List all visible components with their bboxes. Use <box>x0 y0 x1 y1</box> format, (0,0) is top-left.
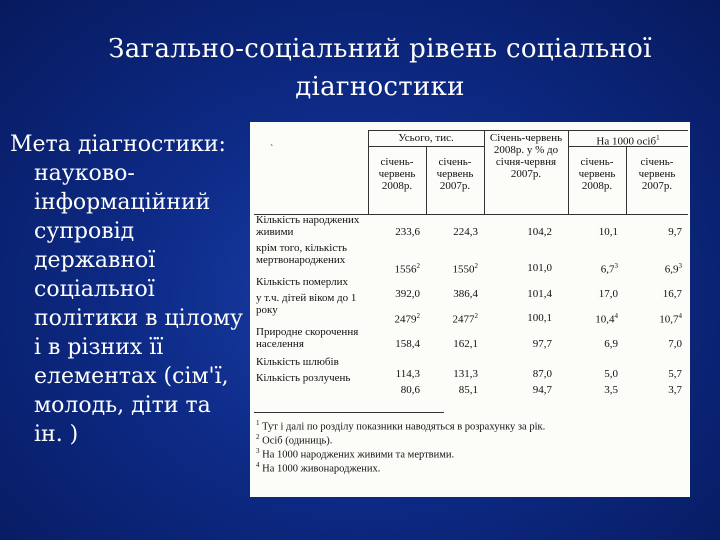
table-row-label: Кількість шлюбів <box>256 356 339 368</box>
table-cell-value: 6,9 <box>664 263 679 276</box>
header-col-2008: січень-червень 2008р. <box>378 156 416 192</box>
table-row-label: Природне скорочення населення <box>256 326 359 350</box>
table-cell-sup: 2 <box>474 312 478 320</box>
table-cell <box>376 368 420 380</box>
table-cell <box>574 384 618 396</box>
table-cell-value: 100,1 <box>527 312 552 324</box>
table-cell <box>376 226 420 238</box>
header-col-2007: січень-червень 2007р. <box>436 156 474 192</box>
table-row-label: у т.ч. дітей віком до 1 року <box>256 292 357 316</box>
table-cell-value: 2477 <box>452 313 475 326</box>
statistics-table-image <box>250 122 690 497</box>
table-cell-value: 224,3 <box>453 226 478 238</box>
table-cell-value: 97,7 <box>532 338 552 350</box>
table-cell-sup: 4 <box>678 312 682 320</box>
table-cell <box>434 288 478 300</box>
table-cell <box>638 368 682 380</box>
table-footnote <box>256 446 454 461</box>
table-cell-sup: 4 <box>614 312 618 320</box>
footnote-mark: 3 <box>256 447 260 455</box>
table-cell-sup: 2 <box>416 262 420 270</box>
goal-heading: Мета діагностики: <box>10 132 226 157</box>
table-cell <box>638 262 682 276</box>
table-cell-value: 2479 <box>394 313 417 326</box>
table-footnote <box>256 418 545 433</box>
table-cell-value: 94,7 <box>532 384 552 396</box>
table-cell-value: 5,0 <box>604 368 618 380</box>
table-cell-value: 233,6 <box>395 226 420 238</box>
table-cell <box>376 288 420 300</box>
table-tick-mark: ` <box>270 144 274 155</box>
table-cell <box>376 312 420 326</box>
table-row-label: крім того, кількість мертвонароджених <box>256 242 348 266</box>
table-cell-value: 131,3 <box>453 368 478 380</box>
header-per-1000 <box>568 132 688 148</box>
table-cell <box>574 312 618 326</box>
table-cell <box>508 226 552 238</box>
table-cell <box>508 338 552 350</box>
table-cell <box>434 312 478 326</box>
table-cell-value: 114,3 <box>395 368 420 380</box>
table-cell-value: 101,4 <box>527 288 552 300</box>
table-cell <box>574 288 618 300</box>
table-cell <box>508 368 552 380</box>
header-total: Усього, тис. <box>398 132 454 144</box>
table-cell-value: 3,7 <box>668 384 682 396</box>
table-cell <box>508 288 552 300</box>
table-cell <box>434 262 478 276</box>
table-cell-value: 1556 <box>394 263 417 276</box>
table-cell-value: 3,5 <box>604 384 618 396</box>
table-cell-value: 104,2 <box>527 226 552 238</box>
table-top-rule <box>368 130 688 131</box>
table-cell <box>434 226 478 238</box>
footnote-text: Тут і далі по розділу показники наводяться в розрахунку за рік. <box>259 421 546 433</box>
goal-description: науково-інформаційний супровід державної соціальної політики в цілому і в різних її елементах (сім'ї, молодь, діти та ін. ) <box>34 161 243 447</box>
table-cell <box>508 384 552 396</box>
table-footnote <box>256 460 380 475</box>
table-footnote <box>256 432 332 447</box>
table-cell-sup: 2 <box>474 262 478 270</box>
table-row-label: Кількість народжених живими <box>256 214 360 238</box>
footnote-rule <box>254 412 444 413</box>
header-per-1000-sup: 1 <box>656 134 660 142</box>
table-cell-value: 386,4 <box>453 288 478 300</box>
table-cell <box>376 338 420 350</box>
table-cell <box>574 262 618 276</box>
header-percent: Січень-червень 2008р. у % до січня-червня 2007р. <box>489 132 563 180</box>
table-col-divider <box>484 130 485 214</box>
table-cell-value: 101,0 <box>527 262 552 274</box>
table-col-divider <box>426 146 427 214</box>
table-cell-sup: 2 <box>416 312 420 320</box>
table-cell <box>638 338 682 350</box>
table-cell-value: 85,1 <box>458 384 478 396</box>
table-cell <box>638 226 682 238</box>
footnote-text: Осіб (одиниць). <box>259 435 333 447</box>
table-cell <box>574 338 618 350</box>
goal-text-block <box>10 130 246 449</box>
table-cell <box>434 384 478 396</box>
table-row-label: Кількість померлих <box>256 276 349 288</box>
footnote-mark: 2 <box>256 433 260 441</box>
header-per-1000-text: На 1000 осіб <box>596 135 657 148</box>
table-cell-value: 80,6 <box>400 384 420 396</box>
table-cell-value: 10,1 <box>598 226 618 238</box>
table-cell-value: 6,9 <box>604 338 618 350</box>
table-cell-value: 6,7 <box>600 263 615 276</box>
table-cell-value: 392,0 <box>395 288 420 300</box>
table-cell-sup: 3 <box>678 262 682 270</box>
table-cell-value: 10,7 <box>659 313 679 326</box>
footnote-mark: 1 <box>256 419 260 427</box>
table-cell-value: 17,0 <box>598 288 618 300</box>
header-col-2007-per1000: січень-червень 2007р. <box>638 156 676 192</box>
table-row-label: Кількість розлучень <box>256 372 351 384</box>
table-cell-value: 16,7 <box>662 288 682 300</box>
footnote-text: На 1000 живонароджених. <box>259 463 381 475</box>
table-cell-value: 162,1 <box>453 338 478 350</box>
table-cell <box>638 384 682 396</box>
table-cell-value: 158,4 <box>395 338 420 350</box>
table-cell-value: 9,7 <box>668 226 682 238</box>
table-cell <box>434 368 478 380</box>
table-cell-value: 5,7 <box>668 368 682 380</box>
table-cell <box>376 262 420 276</box>
header-col-2008-per1000: січень-червень 2008р. <box>578 156 616 192</box>
table-cell <box>574 226 618 238</box>
table-cell-value: 1550 <box>452 263 475 276</box>
footnote-mark: 4 <box>256 461 260 469</box>
footnote-text: На 1000 народжених живими та мертвими. <box>259 449 455 461</box>
table-cell-sup: 3 <box>614 262 618 270</box>
table-cell-value: 10,4 <box>595 313 615 326</box>
table-cell <box>376 384 420 396</box>
table-cell <box>574 368 618 380</box>
table-cell <box>638 312 682 326</box>
table-cell <box>638 288 682 300</box>
table-cell <box>508 262 552 274</box>
slide-title: Загально-соціальний рівень соціальної діагностики <box>108 34 652 102</box>
table-cell <box>508 312 552 324</box>
table-cell-value: 87,0 <box>532 368 552 380</box>
table-col-divider <box>626 146 627 214</box>
table-cell <box>434 338 478 350</box>
table-cell-value: 7,0 <box>668 338 682 350</box>
